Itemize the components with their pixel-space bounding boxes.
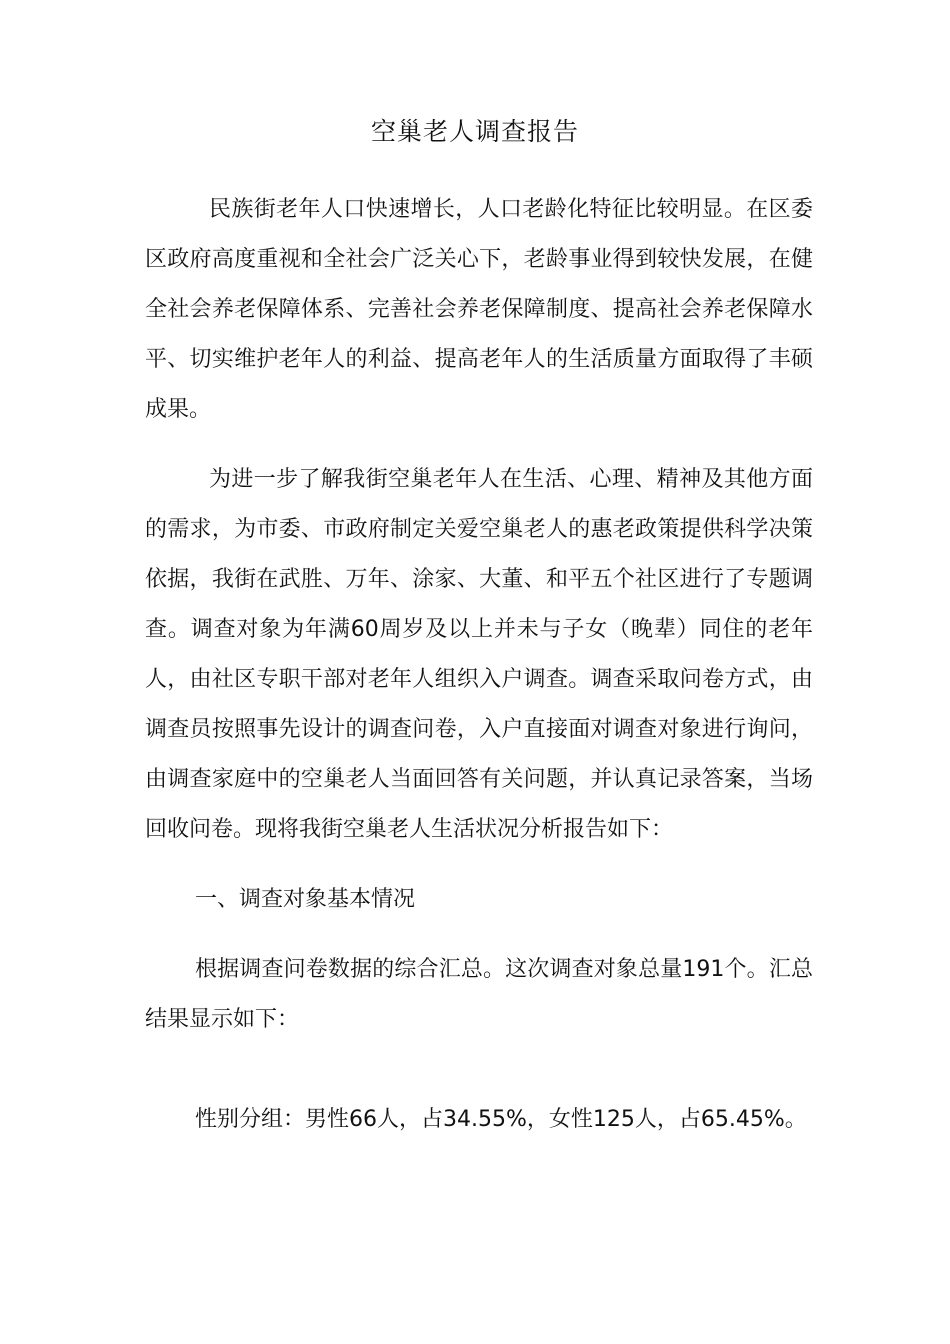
summary-paragraph: 根据调查问卷数据的综合汇总。这次调查对象总量191个。汇总结果显示如下：: [145, 957, 813, 1032]
section-heading: 一、调查对象基本情况: [195, 887, 416, 912]
gender-stats-paragraph: 性别分组：男性66人，占34.55%，女性125人，占65.45%。: [195, 1107, 807, 1132]
document-title: 空巢老人调查报告: [370, 117, 579, 146]
survey-purpose-paragraph: 为进一步了解我街空巢老年人在生活、心理、精神及其他方面的需求，为市委、市政府制定关爱空巢老人的惠老政策提供科学决策依据，我街在武胜、万年、涂家、大董、和平五个社区进行了专题调查。调查对象为年满60周岁及以上并未与子女（晚辈）同住的老年人，由社区专职干部对老年人组织入户调查。调查采取问卷方式，由调查员按照事先设计的调查问卷，入户直接面对调查对象进行询问，由调查家庭中的空巢老人当面回答有关问题，并认真记录答案，当场回收问卷。现将我街空巢老人生活状况分析报告如下：: [145, 467, 813, 842]
intro-paragraph: 民族街老年人口快速增长，人口老龄化特征比较明显。在区委区政府高度重视和全社会广泛关心下，老龄事业得到较快发展，在健全社会养老保障体系、完善社会养老保障制度、提高社会养老保障水平、切实维护老年人的利益、提高老年人的生活质量方面取得了丰硕成果。: [145, 197, 813, 422]
